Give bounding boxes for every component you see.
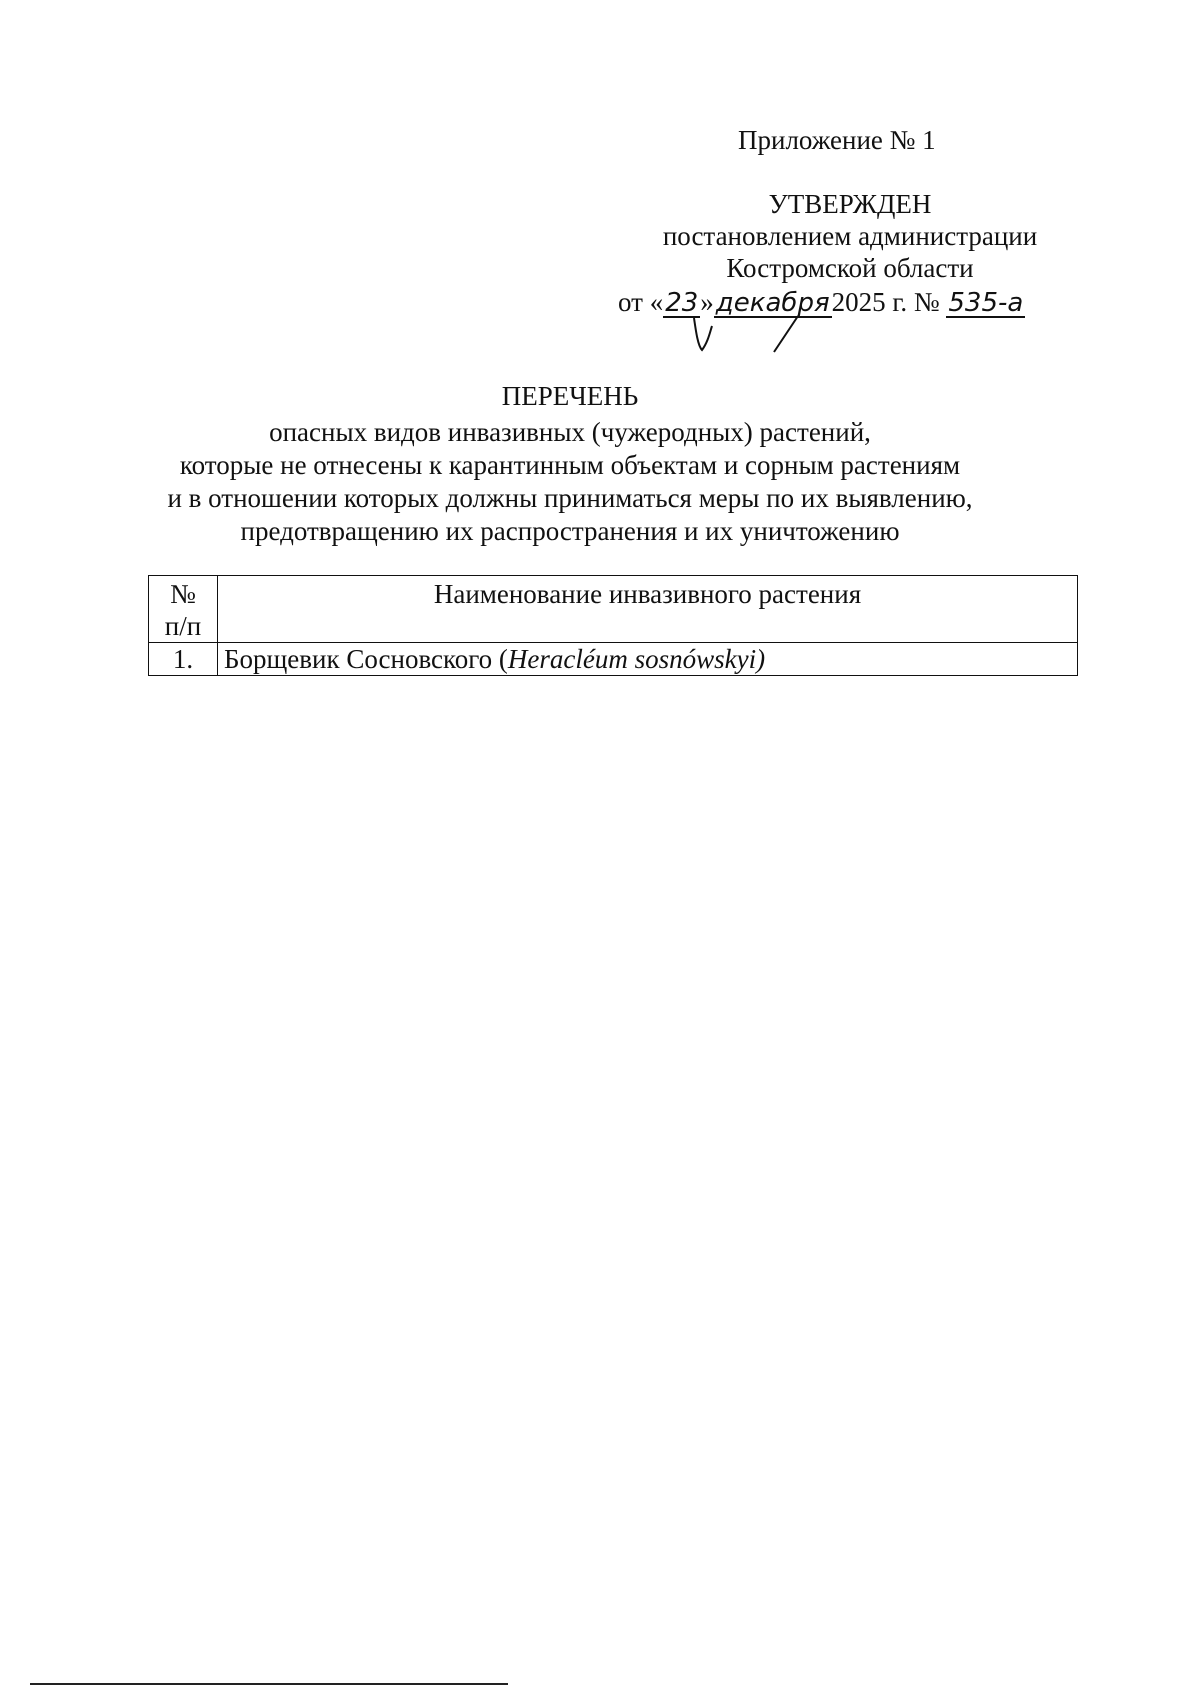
- list-title: ПЕРЕЧЕНЬ: [501, 381, 639, 411]
- list-subtitle-line-1: опасных видов инвазивных (чужеродных) растений,: [269, 417, 871, 447]
- date-year-suffix: 2025 г. №: [831, 287, 940, 317]
- date-month-handwritten: декабря: [715, 288, 830, 318]
- approval-block: [600, 188, 1100, 284]
- doc-number-handwritten: 535-а: [948, 288, 1024, 318]
- date-quote-close: »: [700, 287, 714, 317]
- scan-edge-line: [30, 1683, 508, 1685]
- row-plant-name: [218, 643, 1078, 676]
- invasive-plants-table: [148, 575, 1078, 676]
- handwriting-stroke-mark: [690, 312, 820, 356]
- list-subtitle-line-3: и в отношении которых должны приниматься меры по их выявлению,: [167, 483, 973, 513]
- plant-latin-name: Heracléum sosnówskyi): [507, 644, 766, 674]
- approved-by-line-2: Костромской области: [726, 253, 974, 283]
- table-row: [149, 643, 1078, 676]
- header-cell-name: Наименование инвазивного растения: [218, 576, 1078, 643]
- list-heading: [130, 380, 1010, 548]
- appendix-label: Приложение № 1: [738, 125, 936, 155]
- header-cell-number: [149, 576, 218, 643]
- approved-by-line-1: постановлением администрации: [662, 221, 1038, 251]
- header-number-abbr: п/п: [164, 611, 202, 641]
- date-prefix: от «: [618, 287, 664, 317]
- plant-common-name: Борщевик Сосновского (: [224, 644, 508, 674]
- row-number: 1.: [149, 643, 218, 676]
- list-subtitle-line-4: предотвращению их распространения и их уничтожению: [240, 516, 900, 546]
- date-day-handwritten: 23: [665, 288, 699, 318]
- table-header-row: [149, 576, 1078, 643]
- approval-date-line: [618, 286, 1025, 318]
- approved-label: УТВЕРЖДЕН: [768, 189, 932, 219]
- header-number-symbol: №: [170, 579, 196, 609]
- list-subtitle-line-2: которые не отнесены к карантинным объектам и сорным растениям: [179, 450, 961, 480]
